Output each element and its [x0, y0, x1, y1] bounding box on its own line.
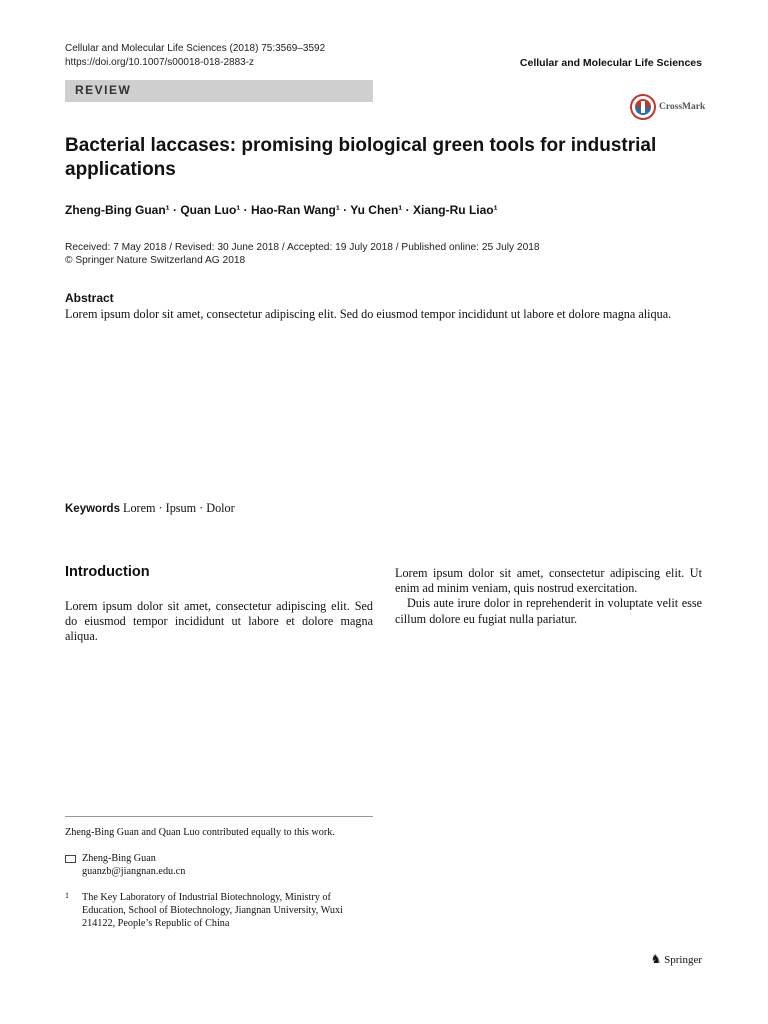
- affiliation-number: 1: [65, 891, 69, 900]
- author-list: Zheng-Bing Guan¹ · Quan Luo¹ · Hao-Ran Wang¹ · Yu Chen¹ · Xiang-Ru Liao¹: [65, 203, 498, 217]
- envelope-icon: [65, 855, 76, 863]
- keywords-text: Lorem · Ipsum · Dolor: [123, 501, 235, 515]
- crossmark-badge[interactable]: [630, 94, 706, 125]
- intro-left-text: Lorem ipsum dolor sit amet, consectetur adipiscing elit. Sed do eiusmod tempor incididunt ut labore et dolore magna aliqua.: [65, 599, 373, 644]
- affiliation-text: The Key Laboratory of Industrial Biotechnology, Ministry of Education, School of Biotechnology, Jiangnan University, Wuxi 214122, People’s Republic of China: [82, 892, 343, 929]
- keywords-block: [65, 501, 702, 517]
- corresponding-name: Zheng-Bing Guan: [82, 853, 156, 864]
- doi-link[interactable]: https://doi.org/10.1007/s00018-018-2883-z: [65, 57, 255, 68]
- footnote-rule: [65, 816, 373, 817]
- crossmark-label: CrossMark: [659, 102, 706, 112]
- publisher-name: Springer: [664, 954, 702, 966]
- copyright-line: © Springer Nature Switzerland AG 2018: [65, 255, 246, 266]
- article-title: Bacterial laccases: promising biological green tools for industrial applications: [65, 135, 657, 180]
- abstract-text: Lorem ipsum dolor sit amet, consectetur adipiscing elit. Sed do eiusmod tempor incididunt ut labore et dolore magna aliqua.: [65, 307, 672, 321]
- keywords-label: Keywords: [65, 503, 120, 515]
- equal-contribution-note: Zheng-Bing Guan and Quan Luo contributed equally to this work.: [65, 827, 335, 838]
- section-banner: [65, 80, 373, 102]
- journal-name: Cellular and Molecular Life Sciences: [519, 57, 702, 69]
- intro-right-paragraph-2: Duis aute irure dolor in reprehenderit in voluptate velit esse cillum dolore eu fugiat nulla pariatur.: [395, 596, 702, 626]
- article-dates: Received: 7 May 2018 / Revised: 30 June 2018 / Accepted: 19 July 2018 / Published online: 25 July 2018: [65, 242, 540, 253]
- intro-right-text: [395, 566, 702, 627]
- intro-right-paragraph-1: Lorem ipsum dolor sit amet, consectetur adipiscing elit. Ut enim ad minim veniam, quis nostrud exercitation.: [395, 566, 702, 596]
- abstract-heading: Abstract: [65, 291, 114, 305]
- dates-block: [65, 241, 540, 267]
- crossmark-icon: [630, 94, 656, 120]
- intro-heading: Introduction: [65, 564, 150, 580]
- journal-citation: Cellular and Molecular Life Sciences (2018) 75:3569–3592: [65, 43, 326, 54]
- section-label: REVIEW: [75, 83, 132, 97]
- publisher-footer: [651, 952, 702, 967]
- corresponding-author: [65, 852, 185, 878]
- corresponding-email[interactable]: guanzb@jiangnan.edu.cn: [82, 866, 186, 877]
- springer-horse-icon: ♞: [650, 952, 662, 966]
